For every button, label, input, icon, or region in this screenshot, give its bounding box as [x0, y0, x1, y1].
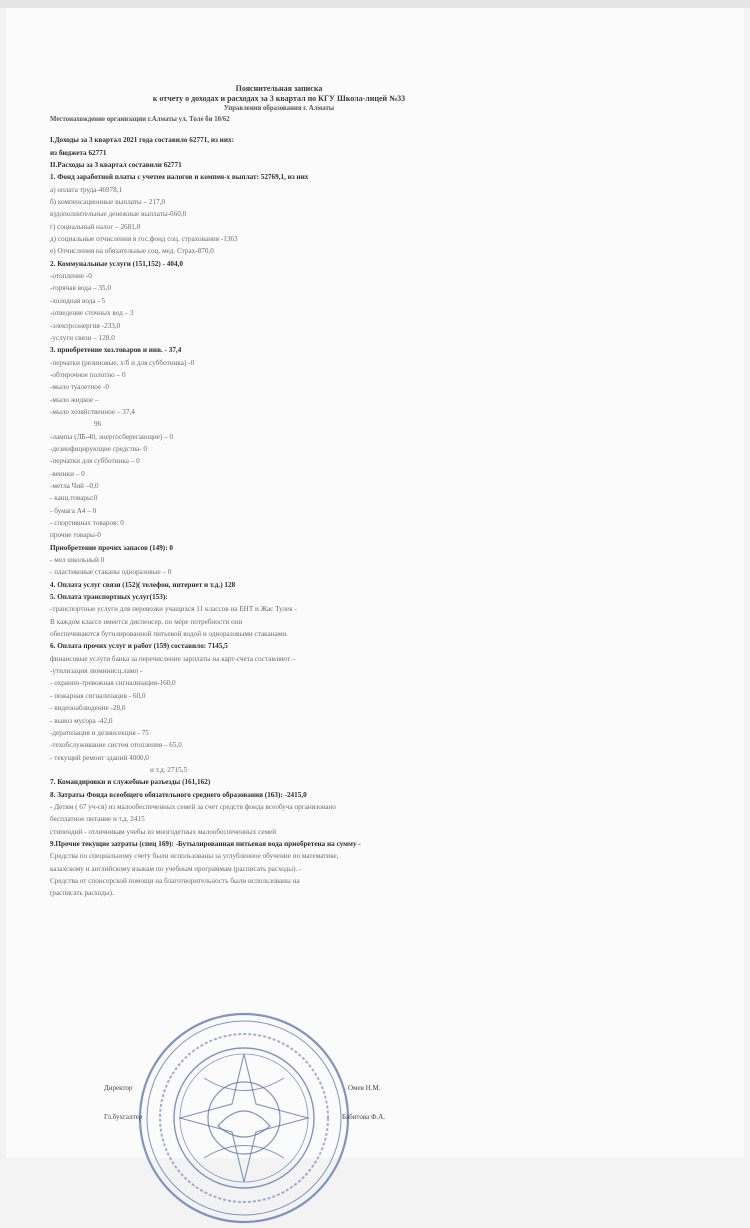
document-line: -веники – 0: [50, 469, 85, 478]
document-line: е) Отчисления на обязательные соц. мед. Страх-870,0: [50, 247, 214, 256]
document-line: казахскому и английскому языкам по учебным программам (расписать расходы). -: [50, 864, 302, 873]
document-line: - охранно-тревожная сигнализация-160,0: [50, 679, 176, 688]
document-line: а) оплата труда-46978,1: [50, 185, 123, 194]
document-line: -горячая вода – 35,0: [50, 284, 111, 293]
document-lines: [50, 134, 490, 899]
document-line: - пожарная сигнализация - 60,0: [50, 691, 146, 700]
document-line: г) социальный налог – 2681,0: [50, 222, 141, 231]
document-line: - Детям ( 67 уч-ся) из малообеспеченных семей за счет средств фонда всеобуча организовано: [50, 802, 336, 811]
document-line: - бумага А4 – 0: [50, 506, 97, 515]
section-heading: 3. приобретение хоз.товаров и инв. - 37,4: [50, 346, 182, 355]
document-line: -дератизация и дезинсекция - 75: [50, 728, 149, 737]
document-line: -отведение сточных вод – 3: [50, 309, 134, 318]
document-line: финансовые услуги банка за перечисление зарплаты на карт-счета составляют –: [50, 654, 296, 663]
section-heading: 9.Прочие текущие затраты (спец 169): -Бутылированная питьевая вода приобретена на сумму -: [50, 839, 361, 848]
document-line: В каждом классе имеется диспенсер, по мере потребности они: [50, 617, 243, 626]
document-line: б) компенсационные выплаты – 217,0: [50, 198, 166, 207]
document-line: -мыло хозяйственное – 37,4: [50, 407, 135, 416]
section-heading: 7. Командировки и служебные разъезды (161,162): [50, 778, 211, 787]
director-label: Директор: [104, 1084, 133, 1092]
document-line: прочие товары-0: [50, 531, 101, 540]
document-line: -техобслуживание систем отопления – 65,0: [50, 741, 182, 750]
section-heading: I.Доходы за 3 квартал 2021 года составило 62771, из них:: [50, 136, 234, 145]
document-line: -лампы (ЛБ-40, энергосберегающие) – 0: [50, 432, 174, 441]
document-line: - вывоз мусора -42,0: [50, 716, 113, 725]
document-body: [50, 84, 490, 900]
document-line: д) социальные отчисления в гос.фонд соц. страхования -1363: [50, 235, 238, 244]
section-heading: 4. Оплата услуг связи (152)( телефон, интернет и т.д.) 128: [50, 580, 236, 589]
document-line: и т.д. 2715,5: [150, 765, 188, 774]
section-heading: 8. Затраты Фонда всеобщего обязательного среднего образования (163): -2415,0: [50, 790, 307, 799]
document-line: Средства от спонсорской помощи на благотворительность были использованы на: [50, 876, 300, 885]
top-bar: [0, 0, 750, 8]
document-line: -дезинфицирующие средства- 0: [50, 444, 148, 453]
document-line: (расписать расходы).: [50, 889, 114, 898]
document-line: - текущий ремонт зданий 4000,0: [50, 753, 149, 762]
document-line: обеспечиваются бутилированной питьевой водой и одноразовыми стаканами.: [50, 630, 288, 639]
document-page: [6, 8, 744, 1158]
document-header: [44, 84, 514, 114]
document-line: -перчатки для субботника – 0: [50, 457, 140, 466]
section-heading: 5. Оплата транспортных услуг(153):: [50, 593, 168, 602]
document-line: -мыло жидкое –: [50, 395, 99, 404]
document-line: - пластиковые стаканы одноразовые – 0: [50, 568, 172, 577]
document-line: -утилизация люминисц.ламп -: [50, 667, 143, 676]
document-title: Пояснительная записка: [235, 84, 323, 93]
document-line: в)дополнительные денежные выплаты-660,0: [50, 210, 187, 219]
document-line: бесплатное питание и т.д. 2415: [50, 815, 145, 824]
document-line: -электроэнергия -233,0: [50, 321, 121, 330]
document-line: -отопление -0: [50, 272, 92, 281]
section-heading: II.Расходы за 3 квартал составили 62771: [50, 161, 182, 170]
section-heading: из бюджета 62771: [50, 148, 107, 157]
document-line: - мел школьный 0: [50, 556, 105, 565]
document-line: -метла Чий –0,0: [50, 481, 99, 490]
section-heading: 2. Коммунальные услуги (151,152) - 404,0: [50, 259, 183, 268]
document-line: - спортивных товаров: 0: [50, 519, 124, 527]
accountant-label: Гл.бухгалтер: [104, 1113, 143, 1121]
director-name: Омев Н.М.: [348, 1084, 381, 1092]
organization-name: Управления образования г. Алматы: [223, 105, 335, 112]
section-heading: 6. Оплата прочих услуг и работ (159) составило: 7145,5: [50, 642, 228, 651]
organization-location: Местонахождение организации г.Алматы ул. Толе би 10/62: [50, 116, 230, 123]
document-line: -перчатки (резиновые, х/б и для субботника) -0: [50, 358, 195, 367]
document-line: -холодная вода - 5: [50, 296, 106, 305]
accountant-name: Бабитова Ф.А.: [342, 1113, 386, 1121]
document-line: Средства по специальному счету были использованы за углубленное обучение по математике,: [50, 852, 339, 861]
document-line: -обтирочное полотно – 0: [50, 370, 126, 379]
document-subtitle: к отчету о доходах и расходах за 3 квартал по КГУ Школа-лицей №33: [152, 94, 406, 103]
spacer: [50, 126, 490, 134]
document-line: -услуги связи – 128,0: [50, 333, 115, 342]
section-heading: 1. Фонд заработной платы с учетом налогов и компен-х выплат: 52769,1, из них: [50, 173, 309, 182]
official-stamp-icon: [134, 1008, 354, 1228]
document-line: - видеонаблюдение -28,0: [50, 704, 126, 713]
document-line: 96: [94, 420, 102, 429]
document-line: -мыло туалетное -0: [50, 383, 109, 392]
document-line: стипендий - отличникам учебы из многодетных малообеспеченных семей: [50, 827, 277, 836]
section-heading: Приобретение прочих запасов (149): 0: [50, 543, 173, 552]
document-line: -транспортные услуги для перевозки учащихся 11 классов на ЕНТ и Жас Тулек -: [50, 605, 297, 614]
document-line: - канц.товары:0: [50, 494, 98, 503]
